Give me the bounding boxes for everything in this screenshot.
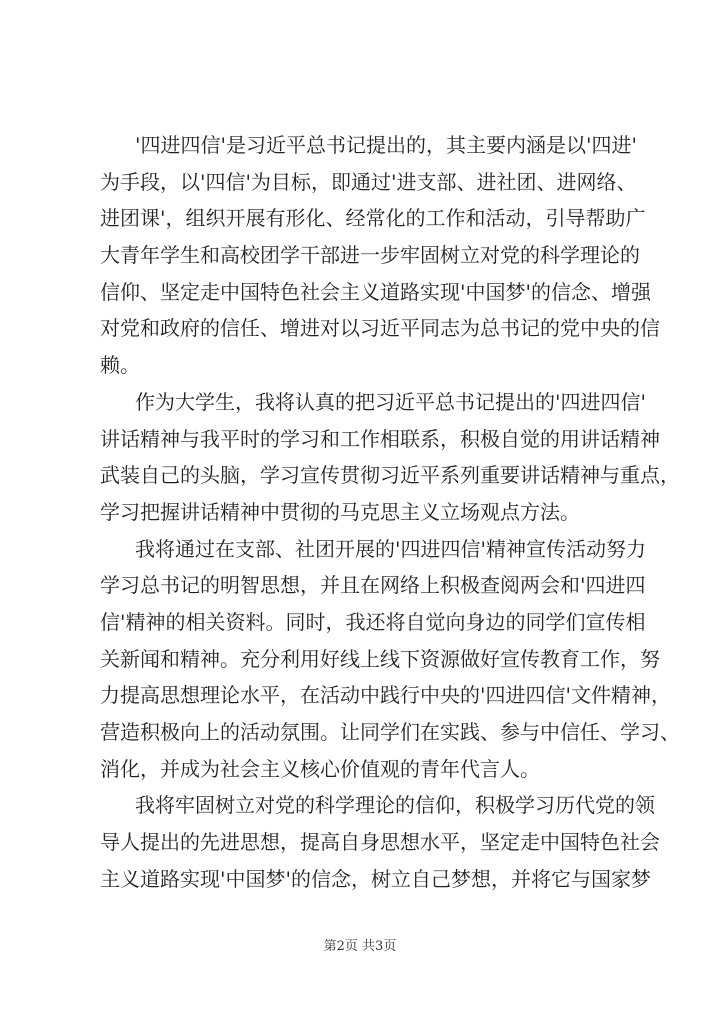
text-line: 武装自己的头脑，学习宣传贯彻习近平系列重要讲话精神与重点， — [100, 463, 680, 488]
text-line: 主义道路实现'中国梦'的信念，树立自己梦想，并将它与国家梦 — [100, 866, 651, 891]
text-line: 学习把握讲话精神中贯彻的马克思主义立场观点方法。 — [100, 499, 580, 524]
text-line: 信仰、坚定走中国特色社会主义道路实现'中国梦'的信念、增强 — [100, 279, 651, 304]
text-line: 学习总书记的明智思想，并且在网络上积极查阅两会和'四进四 — [100, 573, 646, 598]
paragraph — [100, 787, 660, 897]
text-line: 对党和政府的信任、增进对以习近平同志为总书记的党中央的信 — [100, 316, 660, 341]
text-line: 讲话精神与我平时的学习和工作相联系，积极自觉的用讲话精神 — [100, 426, 660, 451]
paragraph — [100, 127, 660, 384]
text-line: 力提高思想理论水平，在活动中践行中央的'四进四信'文件精神， — [100, 683, 671, 708]
text-line: 关新闻和精神。充分利用好线上线下资源做好宣传教育工作，努 — [100, 646, 660, 671]
paragraph — [100, 531, 680, 788]
text-line: 导人提出的先进思想，提高自身思想水平，坚定走中国特色社会 — [100, 830, 660, 855]
page-number-footer: 第2页 共3页 — [323, 939, 397, 954]
text-line: 进团课'，组织开展有形化、经常化的工作和活动，引导帮助广 — [100, 206, 646, 231]
text-line: 我将通过在支部、社团开展的'四进四信'精神宣传活动努力 — [135, 536, 646, 561]
document-body — [100, 127, 680, 897]
paragraph — [100, 384, 680, 531]
text-line: 信'精神的相关资料。同时，我还将自觉向身边的同学们宣传相 — [100, 609, 646, 634]
text-line: 营造积极向上的活动氛围。让同学们在实践、参与中信任、学习、 — [100, 720, 680, 744]
text-line: 消化，并成为社会主义核心价值观的青年代言人。 — [100, 756, 540, 781]
text-line: 为手段，以'四信'为目标，即通过'进支部、进社团、进网络、 — [100, 169, 637, 194]
text-line: 作为大学生，我将认真的把习近平总书记提出的'四进四信' — [135, 389, 646, 414]
text-line: '四进四信'是习近平总书记提出的，其主要内涵是以'四进' — [135, 133, 637, 157]
text-line: 我将牢固树立对党的科学理论的信仰，积极学习历代党的领 — [135, 793, 655, 818]
text-line: 赖。 — [100, 353, 140, 378]
text-line: 大青年学生和高校团学干部进一步牢固树立对党的科学理论的 — [100, 243, 640, 268]
